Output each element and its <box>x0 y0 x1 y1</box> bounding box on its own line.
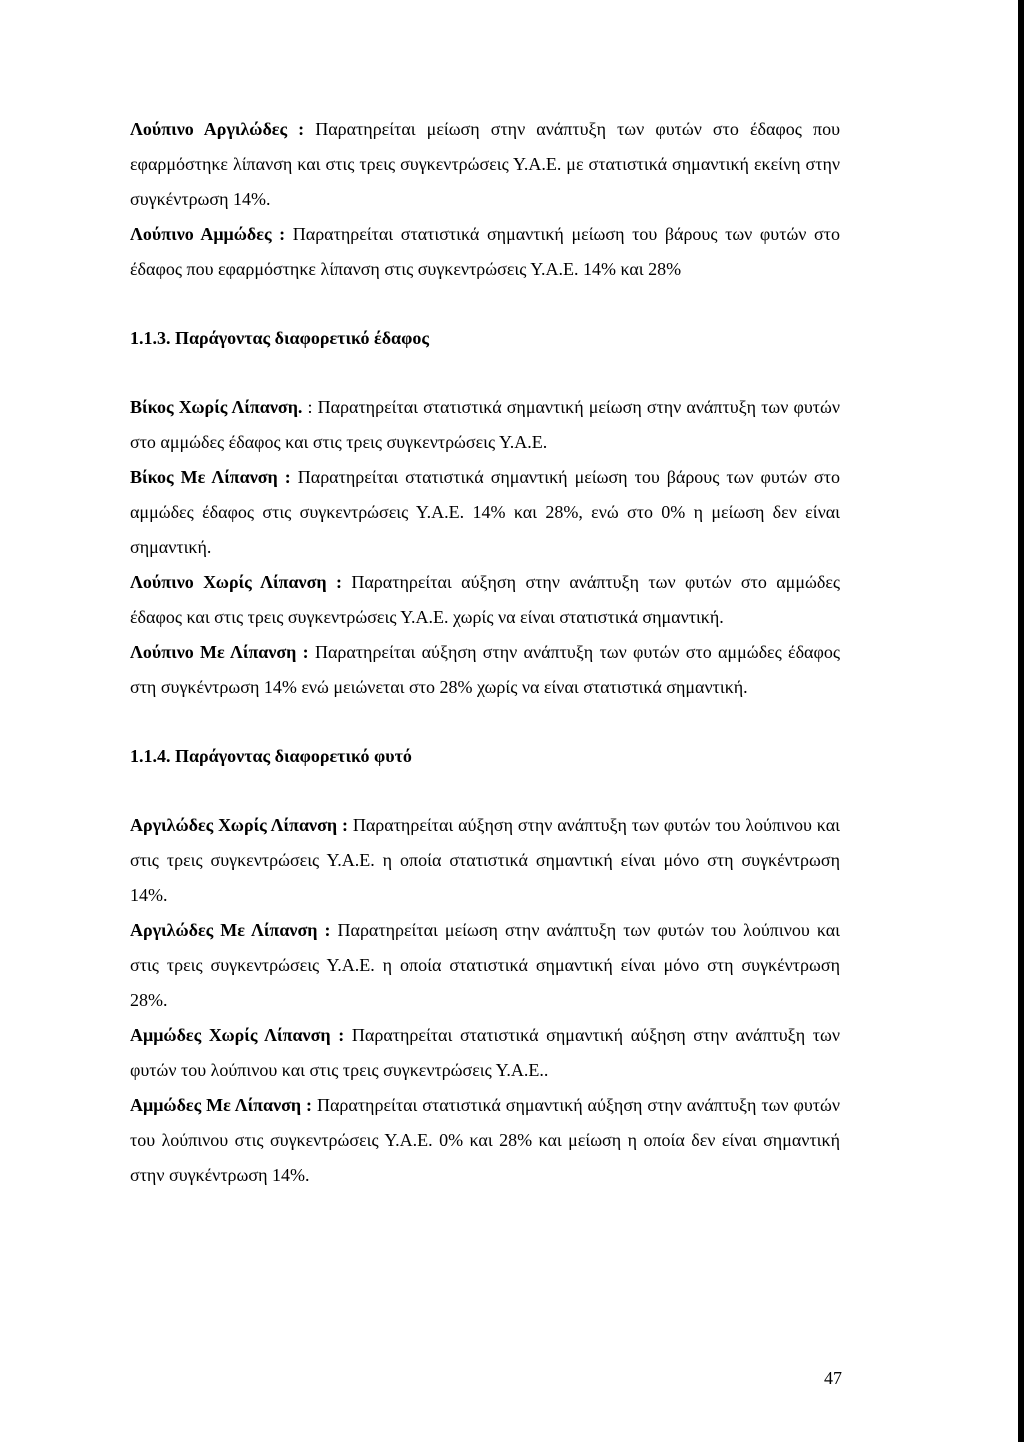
paragraph-lupin-sandy <box>130 217 840 287</box>
paragraph-text: Παρατηρείται στατιστικά σημαντική αύξηση στην ανάπτυξη των φυτών του λούπινου στις συγκεντρώσεις Υ.Α.Ε. 0% και 28% και μείωση η οποία δεν είναι σημαντική στην συγκέντρωση 14%. <box>130 1095 840 1185</box>
paragraph-vetch-with-fertilizer <box>130 460 840 565</box>
paragraph-sandy-no-fertilizer <box>130 1018 840 1088</box>
paragraph-lupin-no-fertilizer <box>130 565 840 635</box>
paragraph-text: Παρατηρείται μείωση στην ανάπτυξη των φυτών του λούπινου και στις τρεις συγκεντρώσεις Υ.Α.Ε. η οποία στατιστικά σημαντική είναι μόνο στη συγκέντρωση 28%. <box>130 920 841 1010</box>
section-heading-different-plant: 1.1.4. Παράγοντας διαφορετικό φυτό <box>130 746 412 766</box>
paragraph-vetch-no-fertilizer <box>130 390 840 460</box>
paragraph-text: : Παρατηρείται στατιστικά σημαντική μείωση στην ανάπτυξη των φυτών στο αμμώδες έδαφος και στις τρεις συγκεντρώσεις Υ.Α.Ε. <box>130 397 840 452</box>
section-heading-different-soil: 1.1.3. Παράγοντας διαφορετικό έδαφος <box>130 328 429 348</box>
paragraph-clay-with-fertilizer <box>130 913 840 1018</box>
paragraph-label: Βίκος Με Λίπανση : <box>130 467 291 487</box>
paragraph-label: Βίκος Χωρίς Λίπανση. <box>130 397 303 417</box>
paragraph-label: Λούπινο Με Λίπανση : <box>130 642 309 662</box>
paragraph-text: Παρατηρείται μείωση στην ανάπτυξη των φυτών στο έδαφος που εφαρμόστηκε λίπανση και στις τρεις συγκεντρώσεις Υ.Α.Ε. με στατιστικά σημαντική εκείνη στην συγκέντρωση 14%. <box>130 119 840 209</box>
paragraph-text: Παρατηρείται στατιστικά σημαντική μείωση του βάρους των φυτών στο αμμώδες έδαφος στις συγκεντρώσεις Υ.Α.Ε. 14% και 28%, ενώ στο 0% η μείωση δεν είναι σημαντική. <box>130 467 840 557</box>
paragraph-label: Λούπινο Χωρίς Λίπανση : <box>130 572 342 592</box>
page-content <box>130 112 840 1193</box>
paragraph-lupin-clay <box>130 112 840 217</box>
paragraph-label: Αργιλώδες Με Λίπανση : <box>130 920 331 940</box>
paragraph-text: Παρατηρείται στατιστικά σημαντική αύξηση στην ανάπτυξη των φυτών του λούπινου και στις τρεις συγκεντρώσεις Υ.Α.Ε.. <box>130 1025 840 1080</box>
paragraph-label: Αμμώδες Με Λίπανση : <box>130 1095 313 1115</box>
paragraph-label: Αργιλώδες Χωρίς Λίπανση : <box>130 815 348 835</box>
paragraph-lupin-with-fertilizer <box>130 635 840 705</box>
paragraph-label: Αμμώδες Χωρίς Λίπανση : <box>130 1025 345 1045</box>
paragraph-text: Παρατηρείται αύξηση στην ανάπτυξη των φυτών στο αμμώδες έδαφος στη συγκέντρωση 14% ενώ μειώνεται στο 28% χωρίς να είναι στατιστικά σημαντική. <box>130 642 840 697</box>
page-number: 47 <box>824 1368 842 1388</box>
paragraph-sandy-with-fertilizer <box>130 1088 840 1193</box>
paragraph-text: Παρατηρείται αύξηση στην ανάπτυξη των φυτών του λούπινου και στις τρεις συγκεντρώσεις Υ.Α.Ε. η οποία στατιστικά σημαντική είναι μόνο στη συγκέντρωση 14%. <box>130 815 840 905</box>
paragraph-clay-no-fertilizer <box>130 808 840 913</box>
paragraph-text: Παρατηρείται αύξηση στην ανάπτυξη των φυτών στο αμμώδες έδαφος και στις τρεις συγκεντρώσεις Υ.Α.Ε. χωρίς να είναι στατιστικά σημαντική. <box>130 572 841 627</box>
paragraph-text: Παρατηρείται στατιστικά σημαντική μείωση του βάρους των φυτών στο έδαφος που εφαρμόστηκε λίπανση στις συγκεντρώσεις Υ.Α.Ε. 14% και 28% <box>130 224 840 279</box>
paragraph-label: Λούπινο Αργιλώδες : <box>130 119 305 139</box>
paragraph-label: Λούπινο Αμμώδες : <box>130 224 286 244</box>
